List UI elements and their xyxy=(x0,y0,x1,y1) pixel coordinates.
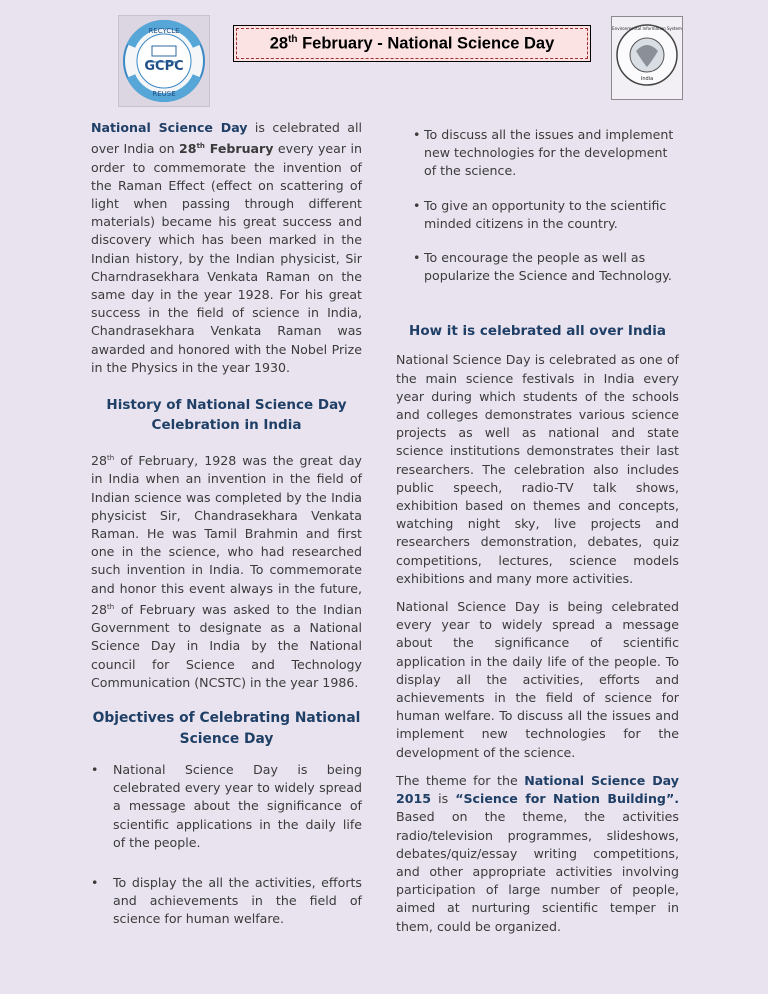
gcpc-logo xyxy=(118,15,210,107)
list-item: • To discuss all the issues and implement new technologies for the development of the science. xyxy=(413,127,674,179)
celebration-paragraph-1: National Science Day is celebrated as one of the main science festivals in India every year during which students of the schools and colleges demonstrates various science projects as well as national and state science institutions demonstrates their last researchers. The celebration also includes public speech, radio-TV talk shows, exhibition based on themes and concepts, watching night sky, live projects and researchers demonstration, debates, quiz competitions, lectures, science models exhibitions and many more activities. xyxy=(396,352,679,586)
right-column xyxy=(396,126,679,936)
page-title: 28th February - National Science Day xyxy=(269,33,555,53)
theme-paragraph: The theme for the National Science Day 2015 is “Science for Nation Building”. Based on the theme, the activities radio/television programmes, slideshows, debates/quiz/essay writing competitions, and other appropriate activities involving participation of large number of people, aimed at nurturing scientific temper in them, could be organized. xyxy=(396,772,679,934)
logo-recycle-text: RECYCLE xyxy=(148,27,180,35)
objectives-heading: Objectives of Celebrating National Science Day xyxy=(92,710,361,747)
celebration-heading: How it is celebrated all over India xyxy=(409,323,666,340)
objectives-list-right xyxy=(396,126,679,285)
page-title-box xyxy=(233,25,591,62)
list-item: • National Science Day is being celebrated every year to widely spread a message about the significance of scientific applications in the daily life of the people. xyxy=(91,762,362,850)
history-paragraph: 28th of February, 1928 was the great day in India when an invention in the field of Indian science was completed by the India physicist Sir, Chandrasekhara Venkata Raman. He was Tamil Brahmin and first one in the science, who had researched such invention in India. To commemorate and honor this event always in the future, 28th of February was asked to the Indian Government to designate as a National Science Day in India by the National council for Science and Technology Communication (NCSTC) in the year 1986. xyxy=(91,453,362,690)
envis-logo xyxy=(611,16,683,100)
list-item: • To display the all the activities, efforts and achievements in the field of science for human welfare. xyxy=(91,875,362,927)
list-item: • To give an opportunity to the scientific minded citizens in the country. xyxy=(413,197,667,231)
intro-paragraph: National Science Day is celebrated all over India on 28th February every year in order to commemorate the invention of the Raman Effect (effect on scattering of light when passing through different materials) became his great success and discovery which has been marked in the Indian history, by the Indian physicist, Sir Charndrasekhara Venkata Raman on the same day in the year 1928. For his great success in the field of science in India, Chandrasekhara Venkata Raman was awarded and honored with the Nobel Prize in the Physics in the year 1930. xyxy=(91,120,363,375)
objectives-list-left xyxy=(91,761,362,929)
list-item: • To encourage the people as well as popularize the Science and Technology. xyxy=(413,250,672,284)
logo-reuse-text: REUSE xyxy=(152,90,176,98)
history-heading: History of National Science Day Celebration in India xyxy=(106,397,347,434)
logo-gcpc-text: GCPC xyxy=(144,59,184,74)
celebration-paragraph-2: National Science Day is being celebrated every year to widely spread a message about the significance of scientific application in the daily life of the people. To display all the activities, efforts and achievements in the field of science for human welfare. To discuss all the issues and implement new technologies for the development of the science. xyxy=(396,599,679,760)
logo-india-text: India xyxy=(640,76,654,82)
left-column xyxy=(91,119,362,945)
logo-envis-text: Environmental Information System xyxy=(612,26,682,31)
